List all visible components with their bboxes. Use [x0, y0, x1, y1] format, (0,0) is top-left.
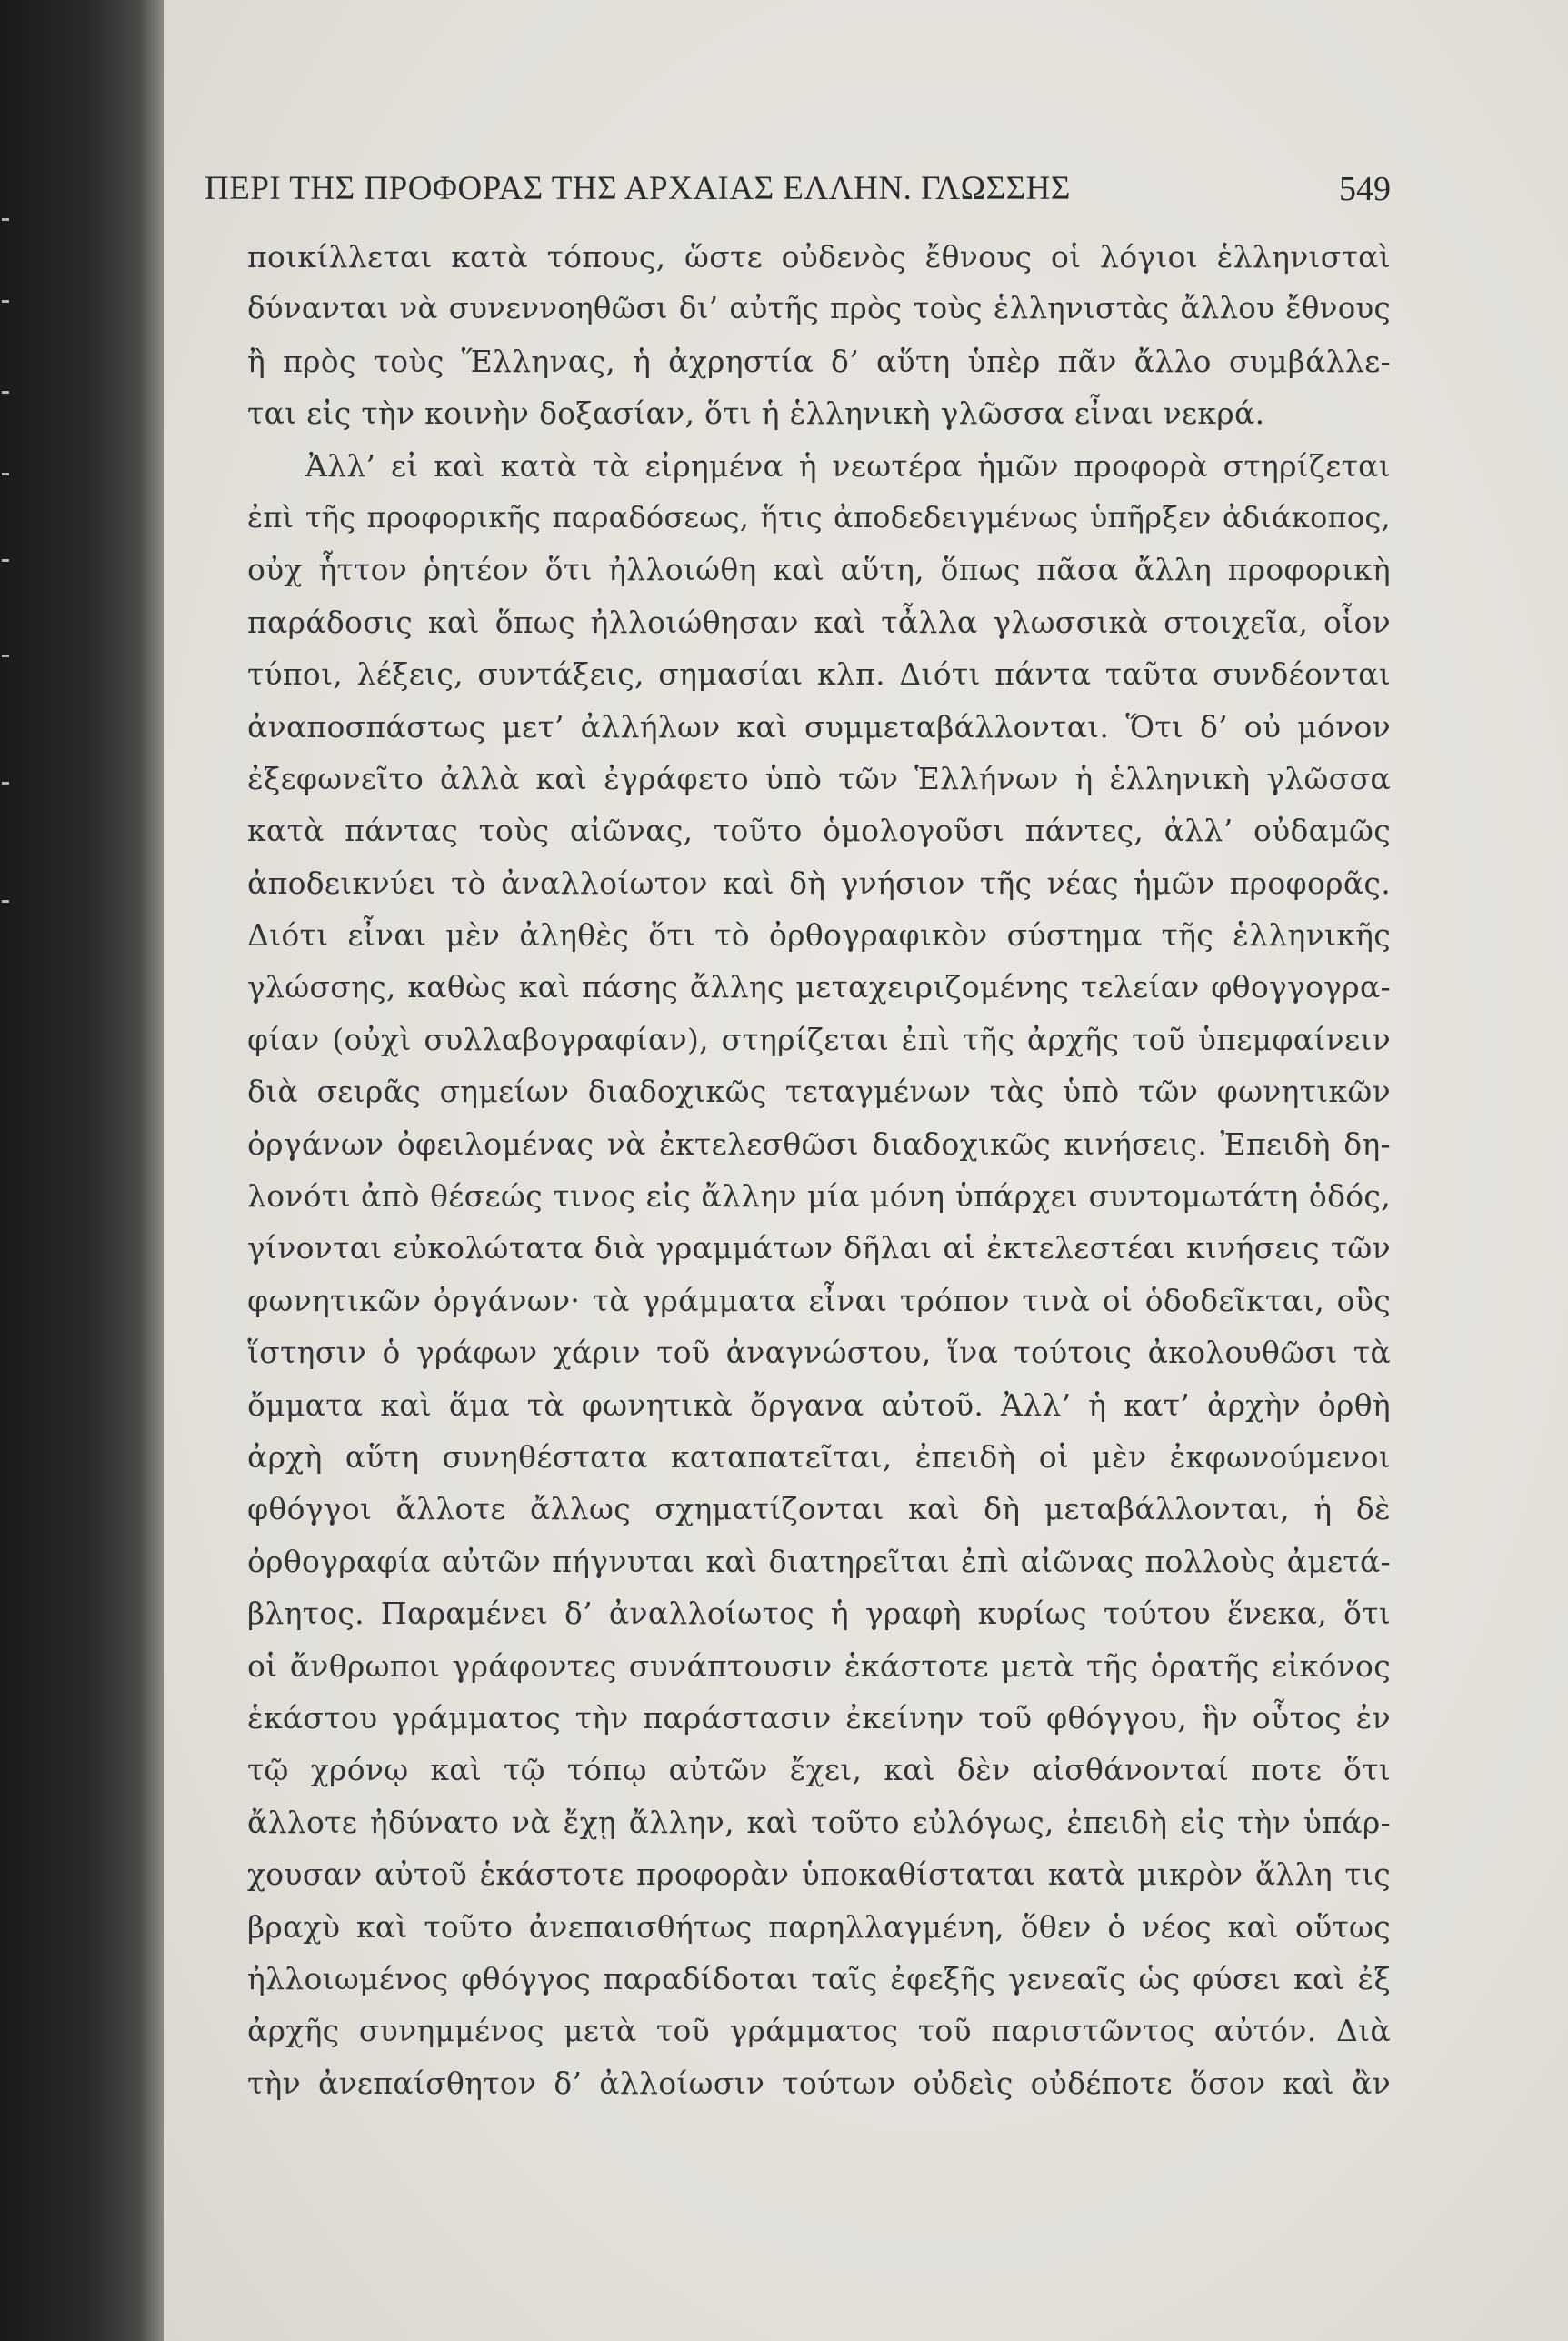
running-header [205, 169, 1391, 215]
binding-gutter [0, 0, 164, 2341]
text-line: φωνητικῶν ὀργάνων· τὰ γράμματα εἶναι τρόπον τινὰ οἱ ὁδοδεῖκται, οὓς [247, 1282, 1391, 1318]
text-line: τῷ χρόνῳ καὶ τῷ τόπῳ αὐτῶν ἔχει, καὶ δὲν αἰσθάνονταί ποτε ὅτι [247, 1752, 1391, 1788]
text-line: γίνονται εὐκολώτατα διὰ γραμμάτων δῆλαι αἱ ἐκτελεστέαι κινήσεις τῶν [247, 1230, 1391, 1266]
text-line: διὰ σειρᾶς σημείων διαδοχικῶς τεταγμένων τὰς ὑπὸ τῶν φωνητικῶν [247, 1074, 1391, 1110]
text-line: ἀποδεικνύει τὸ ἀναλλοίωτον καὶ δὴ γνήσιον τῆς νέας ἡμῶν προφορᾶς. [247, 865, 1391, 901]
body-text [247, 231, 1391, 2109]
text-line: φθόγγοι ἄλλοτε ἄλλως σχηματίζονται καὶ δὴ μεταβάλλονται, ἡ δὲ [247, 1491, 1391, 1527]
text-line: τύποι, λέξεις, συντάξεις, σημασίαι κλπ. Διότι πάντα ταῦτα συνδέονται [247, 656, 1391, 693]
text-line: ἄλλοτε ἠδύνατο νὰ ἔχῃ ἄλλην, καὶ τοῦτο εὐλόγως, ἐπειδὴ εἰς τὴν ὑπάρ- [247, 1804, 1391, 1840]
text-line: κατὰ πάντας τοὺς αἰῶνας, τοῦτο ὁμολογοῦσι πάντες, ἀλλ’ οὐδαμῶς [247, 813, 1391, 849]
text-line: βλητος. Παραμένει δ’ ἀναλλοίωτος ἡ γραφὴ κυρίως τούτου ἕνεκα, ὅτι [247, 1596, 1391, 1632]
text-line: οὐχ ἧττον ῥητέον ὅτι ἠλλοιώθη καὶ αὕτη, ὅπως πᾶσα ἄλλη προφορικὴ [247, 552, 1391, 588]
text-line: τὴν ἀνεπαίσθητον δ’ ἀλλοίωσιν τούτων οὐδεὶς οὐδέποτε ὅσον καὶ ἂν [247, 2065, 1391, 2101]
text-line: ται εἰς τὴν κοινὴν δοξασίαν, ὅτι ἡ ἑλληνικὴ γλῶσσα εἶναι νεκρά. [247, 395, 1265, 432]
text-line: ἀρχῆς συνημμένος μετὰ τοῦ γράμματος τοῦ παριστῶντος αὐτόν. Διὰ [247, 2013, 1391, 2049]
text-line: φίαν (οὐχὶ συλλαβογραφίαν), στηρίζεται ἐπὶ τῆς ἀρχῆς τοῦ ὑπεμφαίνειν [247, 1021, 1391, 1057]
gutter-edge-marks [0, 0, 16, 2341]
text-line: παράδοσις καὶ ὅπως ἠλλοιώθησαν καὶ τἆλλα γλωσσικὰ στοιχεῖα, οἷον [247, 604, 1391, 640]
text-line: γλώσσης, καθὼς καὶ πάσης ἄλλης μεταχειριζομένης τελείαν φθογγογρα- [247, 969, 1391, 1005]
text-line: λονότι ἀπὸ θέσεώς τινος εἰς ἄλλην μία μόνη ὑπάρχει συντομωτάτη ὁδός, [247, 1178, 1391, 1215]
text-line: ἵστησιν ὁ γράφων χάριν τοῦ ἀναγνώστου, ἵνα τούτοις ἀκολουθῶσι τὰ [247, 1335, 1391, 1371]
text-line: ὀρθογραφία αὐτῶν πήγνυται καὶ διατηρεῖται ἐπὶ αἰῶνας πολλοὺς ἀμετά- [247, 1543, 1391, 1579]
page-number: 549 [1339, 170, 1391, 208]
text-line: δύνανται νὰ συνεννοηθῶσι δι’ αὐτῆς πρὸς τοὺς ἑλληνιστὰς ἄλλου ἔθνους [247, 291, 1391, 326]
text-line: ἢ πρὸς τοὺς Ἕλληνας, ἡ ἀχρηστία δ’ αὕτη ὑπὲρ πᾶν ἄλλο συμβάλλε- [247, 343, 1391, 379]
text-line: ἐπὶ τῆς προφορικῆς παραδόσεως, ἥτις ἀποδεδειγμένως ὑπῆρξεν ἀδιάκοπος, [247, 499, 1391, 535]
text-line: ἀναποσπάστως μετ’ ἀλλήλων καὶ συμμεταβάλλονται. Ὅτι δ’ οὐ μόνον [247, 708, 1391, 745]
text-line: ποικίλλεται κατὰ τόπους, ὥστε οὐδενὸς ἔθνους οἱ λόγιοι ἑλληνισταὶ [247, 239, 1391, 275]
text-line: οἱ ἄνθρωποι γράφοντες συνάπτουσιν ἑκάστοτε μετὰ τῆς ὁρατῆς εἰκόνος [247, 1647, 1391, 1684]
paragraph-first-line: Ἀλλ’ εἰ καὶ κατὰ τὰ εἰρημένα ἡ νεωτέρα ἡμῶν προφορὰ στηρίζεται [305, 447, 1391, 484]
text-line: ὀργάνων ὀφειλομένας νὰ ἐκτελεσθῶσι διαδοχικῶς κινήσεις. Ἐπειδὴ δη- [247, 1125, 1391, 1162]
text-line: βραχὺ καὶ τοῦτο ἀνεπαισθήτως παρηλλαγμένη, ὅθεν ὁ νέος καὶ οὕτως [247, 1908, 1391, 1945]
text-line: ἠλλοιωμένος φθόγγος παραδίδοται ταῖς ἐφεξῆς γενεαῖς ὡς φύσει καὶ ἐξ [247, 1960, 1391, 1996]
text-line: ἑκάστου γράμματος τὴν παράστασιν ἐκείνην τοῦ φθόγγου, ἣν οὗτος ἐν [247, 1699, 1391, 1736]
running-title: ΠΕΡΙ ΤΗΣ ΠΡΟΦΟΡΑΣ ΤΗΣ ΑΡΧΑΙΑΣ ΕΛΛΗΝ. ΓΛΩΣΣΗΣ [205, 170, 1071, 207]
text-line: ἀρχὴ αὕτη συνηθέστατα καταπατεῖται, ἐπειδὴ οἱ μὲν ἐκφωνούμενοι [247, 1438, 1391, 1475]
text-line: ὄμματα καὶ ἅμα τὰ φωνητικὰ ὄργανα αὐτοῦ. Ἀλλ’ ἡ κατ’ ἀρχὴν ὀρθὴ [247, 1386, 1391, 1423]
text-line: Διότι εἶναι μὲν ἀληθὲς ὅτι τὸ ὀρθογραφικὸν σύστημα τῆς ἑλληνικῆς [247, 917, 1391, 954]
text-line: ἐξεφωνεῖτο ἀλλὰ καὶ ἐγράφετο ὑπὸ τῶν Ἑλλήνων ἡ ἑλληνικὴ γλῶσσα [247, 760, 1391, 796]
text-line: χουσαν αὐτοῦ ἑκάστοτε προφορὰν ὑποκαθίσταται κατὰ μικρὸν ἄλλη τις [247, 1856, 1391, 1893]
